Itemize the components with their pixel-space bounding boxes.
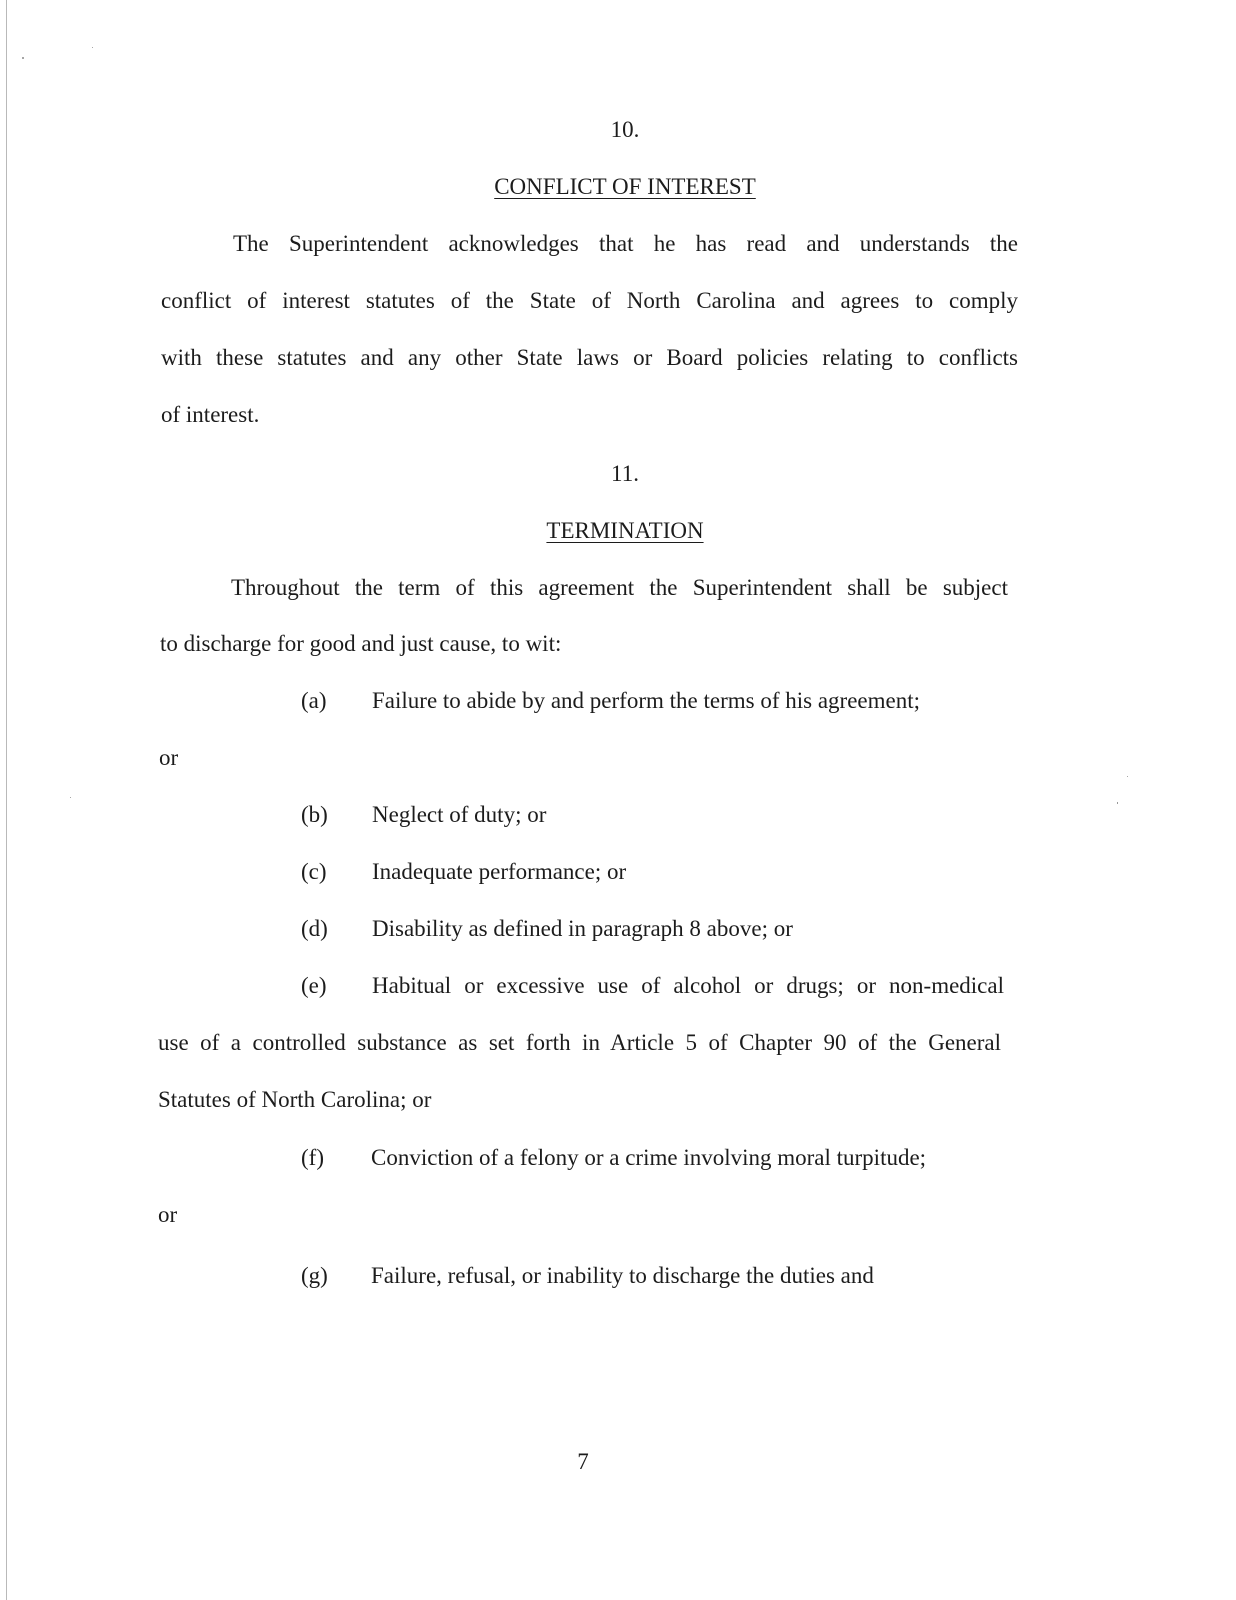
scan-speck — [1117, 802, 1118, 804]
section-10-number: 10. — [610, 117, 640, 142]
item-label: (e) — [301, 973, 327, 998]
item-or: or — [158, 1202, 178, 1227]
section-11-intro-line: to discharge for good and just cause, to wit: — [160, 631, 562, 656]
section-11-number: 11. — [611, 461, 639, 486]
item-text: Disability as defined in paragraph 8 above; or — [372, 916, 793, 941]
section-10-paragraph-line: of interest. — [161, 402, 260, 427]
scan-speck — [70, 797, 71, 798]
section-10-paragraph-line: The Superintendent acknowledges that he has read and understands the — [233, 231, 1018, 256]
item-label: (b) — [301, 802, 328, 827]
item-label: (c) — [301, 859, 327, 884]
item-label: (d) — [301, 916, 328, 941]
section-11-intro-line: Throughout the term of this agreement the Superintendent shall be subject — [231, 575, 1008, 600]
section-11-heading — [0, 519, 1236, 542]
page-left-edge — [6, 0, 7, 1600]
section-10-paragraph-line: conflict of interest statutes of the State of North Carolina and agrees to comply — [161, 288, 1018, 313]
section-10-paragraph-line: with these statutes and any other State laws or Board policies relating to conflicts — [161, 345, 1018, 370]
page-number: 7 — [577, 1449, 589, 1474]
item-text: Conviction of a felony or a crime involving moral turpitude; — [371, 1145, 927, 1170]
section-10-heading — [0, 175, 1236, 198]
item-text: Habitual or excessive use of alcohol or drugs; or non-medical — [372, 973, 1004, 998]
scan-speck — [92, 47, 93, 48]
scan-speck — [1127, 776, 1128, 777]
item-text: Inadequate performance; or — [372, 859, 627, 884]
section-11-heading-text: TERMINATION — [546, 518, 704, 543]
item-label: (f) — [301, 1145, 324, 1170]
item-text: Failure, refusal, or inability to discharge the duties and — [371, 1263, 874, 1288]
item-or: or — [159, 745, 179, 770]
item-text: Neglect of duty; or — [372, 802, 547, 827]
item-label: (g) — [301, 1263, 328, 1288]
item-continuation-line: use of a controlled substance as set forth in Article 5 of Chapter 90 of the General — [158, 1030, 1001, 1055]
item-label: (a) — [301, 688, 327, 713]
section-10-heading-text: CONFLICT OF INTEREST — [494, 174, 756, 199]
item-text: Failure to abide by and perform the terms of his agreement; — [372, 688, 920, 713]
item-continuation-line: Statutes of North Carolina; or — [158, 1087, 432, 1112]
scan-speck — [22, 57, 24, 59]
